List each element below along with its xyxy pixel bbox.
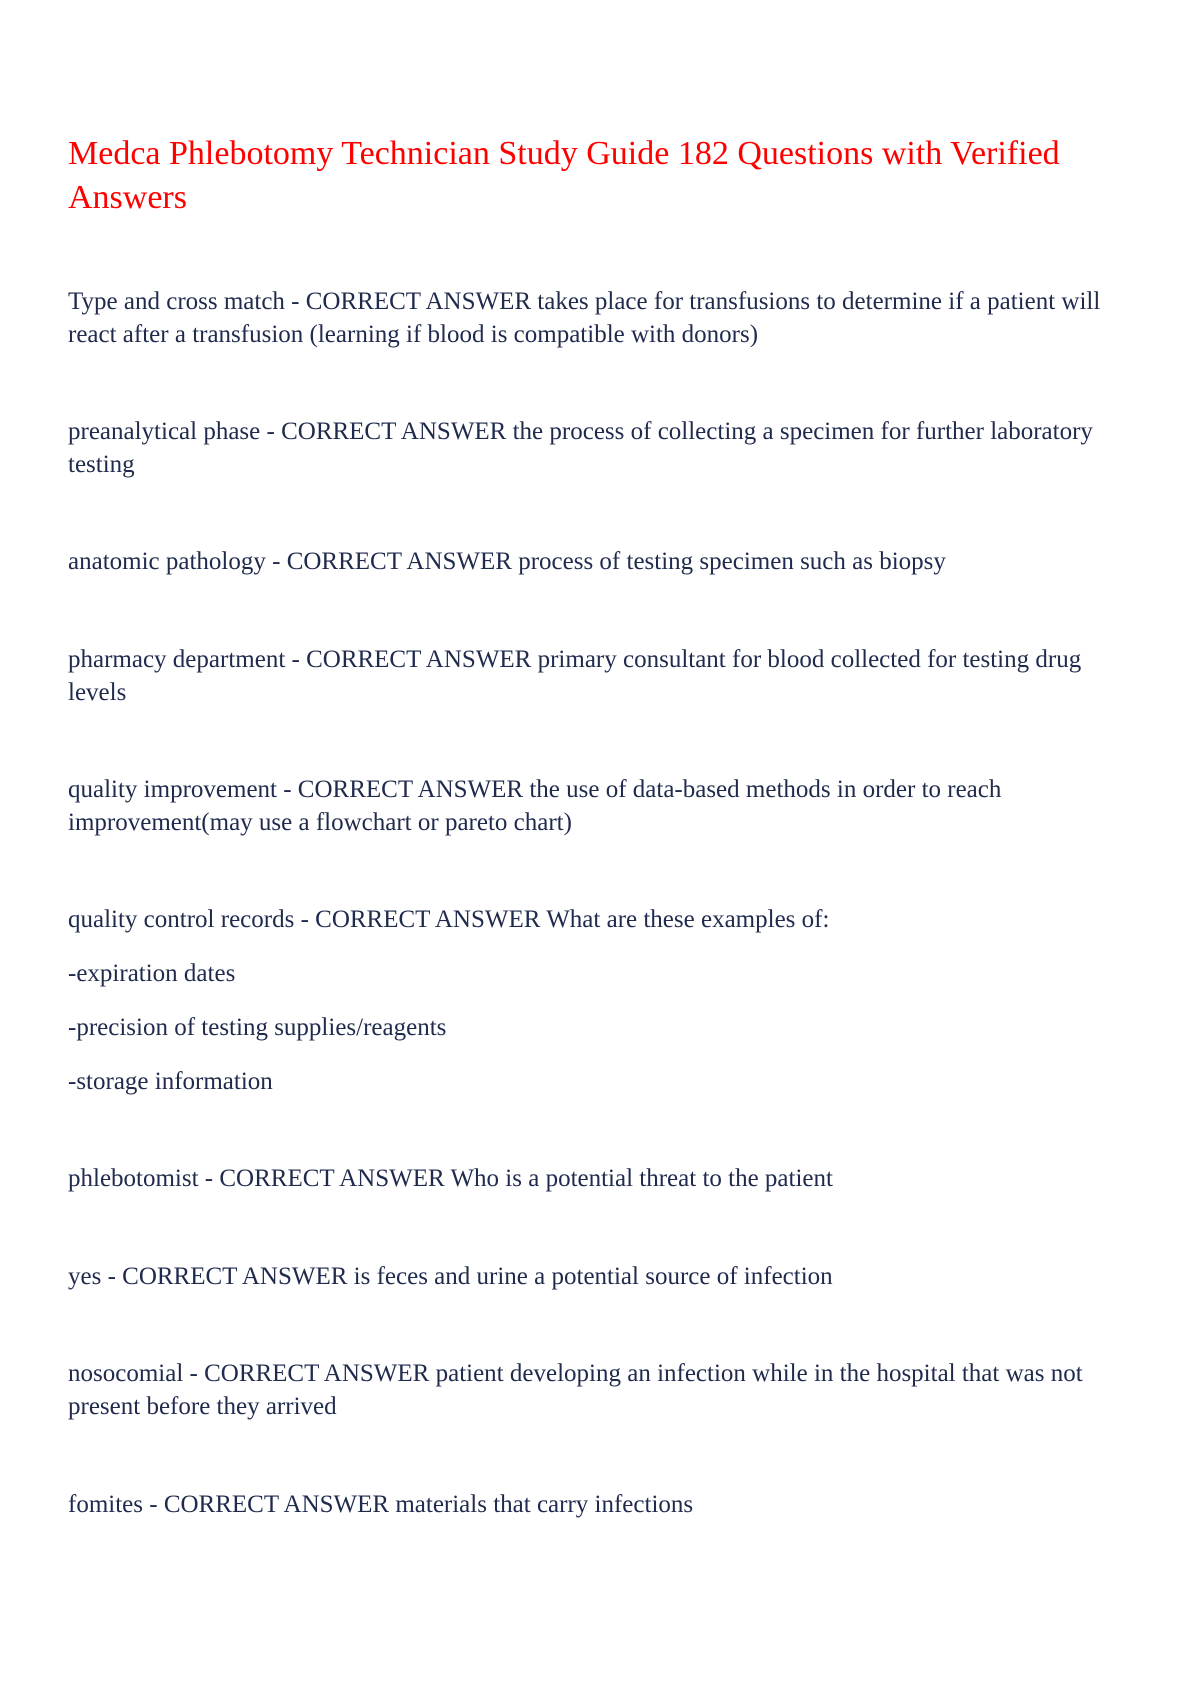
qa-entry-nosocomial: nosocomial - CORRECT ANSWER patient developing an infection while in the hospital that was not present before they arrived [68, 1360, 1083, 1420]
qa-entry-pharmacy-department: pharmacy department - CORRECT ANSWER primary consultant for blood collected for testing drug levels [68, 646, 1082, 706]
qa-entry-preanalytical-phase: preanalytical phase - CORRECT ANSWER the process of collecting a specimen for further laboratory testing [68, 418, 1093, 478]
qa-list-item-storage-information: -storage information [68, 1068, 273, 1095]
qa-list-item-precision-of-testing: -precision of testing supplies/reagents [68, 1014, 447, 1041]
qa-entry-anatomic-pathology: anatomic pathology - CORRECT ANSWER process of testing specimen such as biopsy [68, 548, 946, 575]
qa-entry-quality-improvement: quality improvement - CORRECT ANSWER the use of data-based methods in order to reach improvement(may use a flowchart or pareto chart) [68, 776, 1002, 836]
qa-entry-quality-control-records: quality control records - CORRECT ANSWER What are these examples of: [68, 906, 830, 933]
document-title: Medca Phlebotomy Technician Study Guide 182 Questions with Verified Answers [68, 135, 1060, 216]
qa-entry-fomites: fomites - CORRECT ANSWER materials that carry infections [68, 1491, 694, 1518]
qa-entry-type-and-cross-match: Type and cross match - CORRECT ANSWER takes place for transfusions to determine if a patient will react after a transfusion (learning if blood is compatible with donors) [68, 288, 1101, 348]
qa-list-item-expiration-dates: -expiration dates [68, 960, 236, 987]
qa-entry-yes: yes - CORRECT ANSWER is feces and urine a potential source of infection [68, 1263, 833, 1290]
qa-entry-phlebotomist: phlebotomist - CORRECT ANSWER Who is a potential threat to the patient [68, 1165, 833, 1192]
